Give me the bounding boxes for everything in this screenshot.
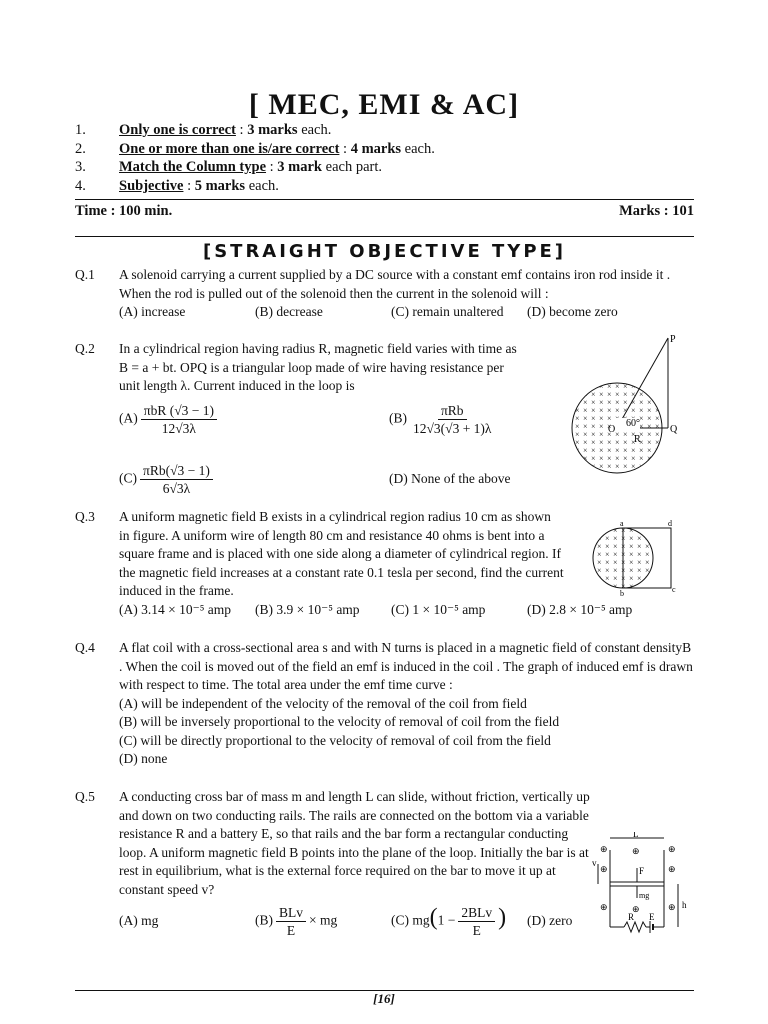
label-r: R bbox=[634, 434, 641, 445]
option-d: (D) become zero bbox=[527, 304, 618, 319]
q2-options-row2 bbox=[75, 462, 535, 497]
page-number: [16] bbox=[373, 991, 395, 1006]
option-d: (D) 2.8 × 10⁻⁵ amp bbox=[527, 601, 633, 617]
label-h: h bbox=[682, 900, 687, 910]
page-title: [ MEC, EMI & AC] bbox=[248, 88, 520, 121]
q3-figure bbox=[588, 518, 684, 598]
option-b: (B) $\frac{\text{πRb}}{12√3(√3 + 1)\lambda}$ bbox=[389, 403, 492, 436]
marks-label: Marks : 101 bbox=[619, 203, 694, 219]
marking-rule: 4. Subjective : 5 marks each. bbox=[75, 177, 279, 194]
svg-text:⊕: ⊕ bbox=[668, 902, 676, 912]
section-divider bbox=[75, 236, 694, 237]
marking-rule: 1. Only one is correct : 3 marks each. bbox=[75, 122, 332, 138]
label-f: F bbox=[639, 866, 645, 876]
option-c: (C) 1 × 10⁻⁵ amp bbox=[391, 601, 486, 617]
q2-options-row1 bbox=[75, 402, 535, 437]
option-c: (C) $\frac{\text{πRb(√3 − 1)}}{6√3\lambda}$ bbox=[119, 462, 389, 497]
svg-text:⊕: ⊕ bbox=[632, 904, 640, 914]
label-mg: mg bbox=[639, 891, 650, 900]
question-number: Q.4 bbox=[75, 640, 95, 655]
resistor bbox=[624, 922, 646, 932]
cross-bar bbox=[610, 882, 664, 886]
option-a: (A) increase bbox=[119, 304, 186, 319]
option-b: (B) decrease bbox=[255, 304, 323, 319]
question-text: In a cylindrical region having radius R, magnetic field varies with time as B = a + bt. OPQ is a triangular loop made of wire having resistance per unit length λ. Current induced in the loop is bbox=[119, 341, 517, 393]
svg-text:⊕: ⊕ bbox=[668, 844, 676, 854]
question-number: Q.3 bbox=[75, 509, 95, 524]
question-1 bbox=[75, 266, 694, 322]
header-divider bbox=[75, 199, 694, 200]
label-l: L bbox=[633, 832, 639, 839]
option-d: (D) zero bbox=[527, 913, 573, 929]
marking-rule: 3. Match the Column type : 3 mark each part. bbox=[75, 159, 382, 176]
option-a: (A) mg bbox=[119, 913, 159, 929]
q2-figure bbox=[566, 334, 686, 480]
option-a: (A) will be independent of the velocity of the removal of the coil from field bbox=[119, 695, 527, 711]
question-number: Q.5 bbox=[75, 789, 95, 804]
options bbox=[119, 601, 694, 620]
svg-text:⊕: ⊕ bbox=[600, 864, 608, 874]
svg-text:⊕: ⊕ bbox=[632, 846, 640, 856]
label-v: v bbox=[592, 858, 597, 868]
label-r: R bbox=[628, 912, 635, 922]
question-number: Q.1 bbox=[75, 267, 95, 282]
question-text: A solenoid carrying a current supplied by a DC source with a constant emf contains iron rod inside it . When the rod is pulled out of the solenoid then the current in the solenoid will : bbox=[119, 267, 671, 301]
option-c: (C) remain unaltered bbox=[391, 304, 504, 319]
section-title: [STRAIGHT OBJECTIVE TYPE] bbox=[202, 241, 567, 262]
svg-text:⊕: ⊕ bbox=[600, 902, 608, 912]
option-a: (A) $\frac{\text{πbR (√3 − 1)}}{12√3\lambda}$ bbox=[119, 402, 389, 437]
label-b: b bbox=[620, 589, 624, 598]
option-b: (B) will be inversely proportional to the velocity of removal of coil from the field bbox=[119, 714, 560, 729]
svg-text:⊕: ⊕ bbox=[668, 864, 676, 874]
option-d: (D) none bbox=[119, 751, 168, 766]
time-label: Time : 100 min. bbox=[75, 203, 173, 219]
label-q: Q bbox=[670, 424, 678, 435]
q5-options bbox=[75, 904, 595, 939]
marking-scheme bbox=[75, 121, 435, 195]
options bbox=[119, 303, 694, 322]
option-d: (D) None of the above bbox=[389, 471, 511, 487]
question-text: A flat coil with a cross-sectional area s and with N turns is placed in a magnetic field of constant densityB . When the coil is moved out of the field an emf is induced in the coil . The graph of induced emf is drawn with respect to time. The total area under the emf time curve : bbox=[119, 640, 693, 692]
label-o: O bbox=[608, 424, 616, 435]
q5-figure bbox=[592, 832, 692, 940]
question-text: A conducting cross bar of mass m and length L can slide, without friction, vertically up and down on two conducting rails. The rails are connected on the bottom via a variable resistance R and a battery E, so that rails and the bar form a rectangular conducting loop. A uniform magnetic field B points into the plane of the loop. Initially the bar is at rest in equilibrium, what is the external force required on the bar to move it up at constant speed v? bbox=[119, 789, 590, 897]
question-number: Q.2 bbox=[75, 341, 95, 356]
option-b: (B) 3.9 × 10⁻⁵ amp bbox=[255, 601, 360, 617]
option-b: (B) $\frac{\text{BLv}}{E}$ × mg bbox=[255, 905, 338, 938]
marking-rule: 2. One or more than one is/are correct : 4 marks each. bbox=[75, 140, 435, 157]
label-e: E bbox=[649, 912, 655, 922]
option-a: (A) 3.14 × 10⁻⁵ amp bbox=[119, 601, 232, 617]
time-marks-bar bbox=[75, 203, 694, 220]
svg-text:⊕: ⊕ bbox=[600, 844, 608, 854]
option-c: (C) mg(1 − $\frac{\text{2BLv}}{E}$ ) bbox=[391, 904, 507, 938]
question-text: A uniform magnetic field B exists in a cylindrical region radius 10 cm as shown in figure. A uniform wire of length 80 cm and resistance 40 ohms is bent into a square frame and is placed with one side along a diameter of cylindrical region. If the magnetic field increases at a constant rate 0.1 tesla per second, find the current induced in the frame. bbox=[119, 509, 564, 598]
label-d: d bbox=[668, 519, 672, 528]
label-angle: 60° bbox=[626, 418, 640, 429]
option-c: (C) will be directly proportional to the velocity of removal of coil from the field bbox=[119, 732, 551, 748]
label-p: P bbox=[670, 334, 676, 345]
label-a: a bbox=[620, 519, 624, 528]
label-c: c bbox=[672, 585, 676, 594]
question-4 bbox=[75, 639, 694, 769]
